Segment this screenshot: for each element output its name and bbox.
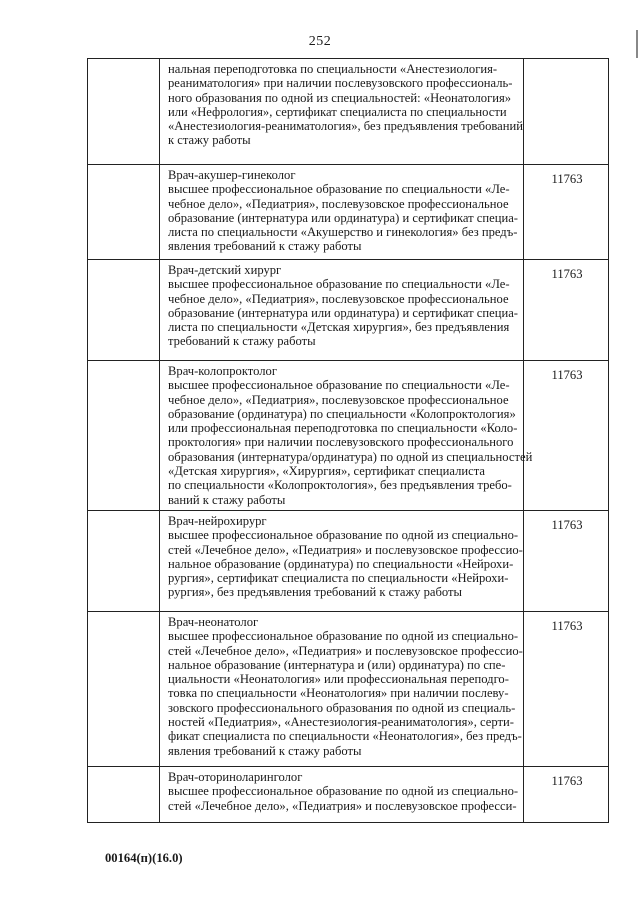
row-number-cell (88, 165, 160, 260)
description-line: образование (интернатура или ординатура) и сертификат специа- (168, 210, 518, 225)
description-line: ностей «Педиатрия», «Анестезиология-реаниматология», серти- (168, 715, 514, 730)
description-line: чебное дело», «Педиатрия», послевузовское профессиональное (168, 291, 509, 306)
description-line: рургия», без предъявления требований к стажу работы (168, 585, 462, 600)
description-line: требований к стажу работы (168, 334, 316, 349)
description-line: чебное дело», «Педиатрия», послевузовское профессиональное (168, 392, 509, 407)
qualification-table-body (88, 59, 609, 823)
position-description-cell (160, 767, 524, 823)
row-number-cell (88, 612, 160, 767)
description-line: стей «Лечебное дело», «Педиатрия» и послевузовское профессио- (168, 542, 523, 557)
description-line: листа по специальности «Детская хирургия», без предъявления (168, 320, 510, 335)
description-line: к стажу работы (168, 133, 251, 148)
description-line: или «Нефрология», сертификат специалиста по специальности (168, 104, 507, 119)
qualification-table (87, 58, 609, 823)
scan-edge-mark (636, 30, 638, 58)
position-title: Врач-детский хирург (168, 263, 282, 277)
description-line: образование (интернатура или ординатура) и сертификат специа- (168, 305, 518, 320)
description-line: образование (ординатура) по специальности «Колопроктология» (168, 406, 516, 421)
description-line: образования (интернатура/ординатура) по одной из специальностей (168, 449, 533, 464)
description-line: товка по специальности «Неонатология» при наличии послеву- (168, 686, 509, 701)
row-number-cell (88, 511, 160, 612)
salary-cell: 11763 (524, 361, 609, 511)
table-row (88, 511, 609, 612)
position-description-cell (160, 59, 524, 165)
description-line: высшее профессиональное образование по одной из специально- (168, 629, 519, 644)
page-number: 252 (308, 34, 332, 49)
description-line: «Анестезиология-реаниматология», без предъявления требований (168, 119, 523, 134)
position-description-cell (160, 260, 524, 361)
description-line: высшее профессиональное образование по специальности «Ле- (168, 378, 510, 393)
description-line: ваний к стажу работы (168, 492, 286, 507)
position-title: Врач-колопроктолог (168, 364, 278, 378)
position-title: Врач-нейрохирург (168, 514, 267, 528)
description-line: циальности «Неонатология» или профессиональная переподго- (168, 672, 509, 687)
position-description-cell (160, 511, 524, 612)
table-row (88, 361, 609, 511)
row-number-cell (88, 767, 160, 823)
table-row (88, 260, 609, 361)
position-description-cell (160, 361, 533, 511)
table-row (88, 165, 609, 260)
description-line: высшее профессиональное образование по одной из специально- (168, 528, 519, 543)
description-line: нальная переподготовка по специальности «Анестезиология- (168, 62, 498, 76)
salary-cell: 11763 (524, 767, 609, 823)
description-line: стей «Лечебное дело», «Педиатрия» и послевузовское профессио- (168, 643, 523, 658)
description-line: «Детская хирургия», «Хирургия», сертификат специалиста (168, 464, 485, 479)
position-title: Врач-неонатолог (168, 615, 259, 629)
row-number-cell (88, 260, 160, 361)
description-line: реаниматология» при наличии послевузовского профессиональ- (168, 76, 513, 91)
description-line: рургия», сертификат специалиста по специальности «Нейрохи- (168, 571, 509, 586)
description-line: явления требований к стажу работы (168, 743, 362, 758)
description-line: чебное дело», «Педиатрия», послевузовское профессиональное (168, 196, 509, 211)
description-line: высшее профессиональное образование по специальности «Ле- (168, 182, 510, 197)
description-line: нальное образование (ординатура) по специальности «Нейрохи- (168, 556, 514, 571)
description-line: зовского профессионального образования по одной из специаль- (168, 700, 516, 715)
salary-cell (524, 59, 609, 165)
description-line: высшее профессиональное образование по одной из специально- (168, 784, 519, 799)
description-line: нальное образование (интернатура и (или) ординатура) по спе- (168, 657, 506, 672)
salary-cell: 11763 (524, 260, 609, 361)
salary-cell: 11763 (524, 612, 609, 767)
description-line: или профессиональная переподготовка по специальности «Коло- (168, 421, 518, 436)
table-row (88, 59, 609, 165)
description-line: стей «Лечебное дело», «Педиатрия» и послевузовское професси- (168, 798, 517, 813)
table-row (88, 612, 609, 767)
document-code: 00164(п)(16.0) (105, 851, 183, 865)
description-line: явления требований к стажу работы (168, 239, 362, 254)
description-line: фикат специалиста по специальности «Неонатология», без предъ- (168, 729, 522, 744)
position-description-cell (160, 612, 524, 767)
position-title: Врач-акушер-гинеколог (168, 168, 296, 182)
description-line: проктология» при наличии послевузовского профессионального (168, 435, 514, 450)
description-line: листа по специальности «Акушерство и гинекология» без предъ- (168, 225, 518, 240)
row-number-cell (88, 361, 160, 511)
description-line: ного образования по одной из специальностей: «Неонатология» (168, 90, 512, 105)
row-number-cell (88, 59, 160, 165)
description-line: высшее профессиональное образование по специальности «Ле- (168, 277, 510, 292)
description-line: по специальности «Колопроктология», без предъявления требо- (168, 478, 512, 493)
salary-cell: 11763 (524, 165, 609, 260)
position-title: Врач-оториноларинголог (168, 770, 303, 784)
position-description-cell (160, 165, 524, 260)
table-row (88, 767, 609, 823)
salary-cell: 11763 (524, 511, 609, 612)
